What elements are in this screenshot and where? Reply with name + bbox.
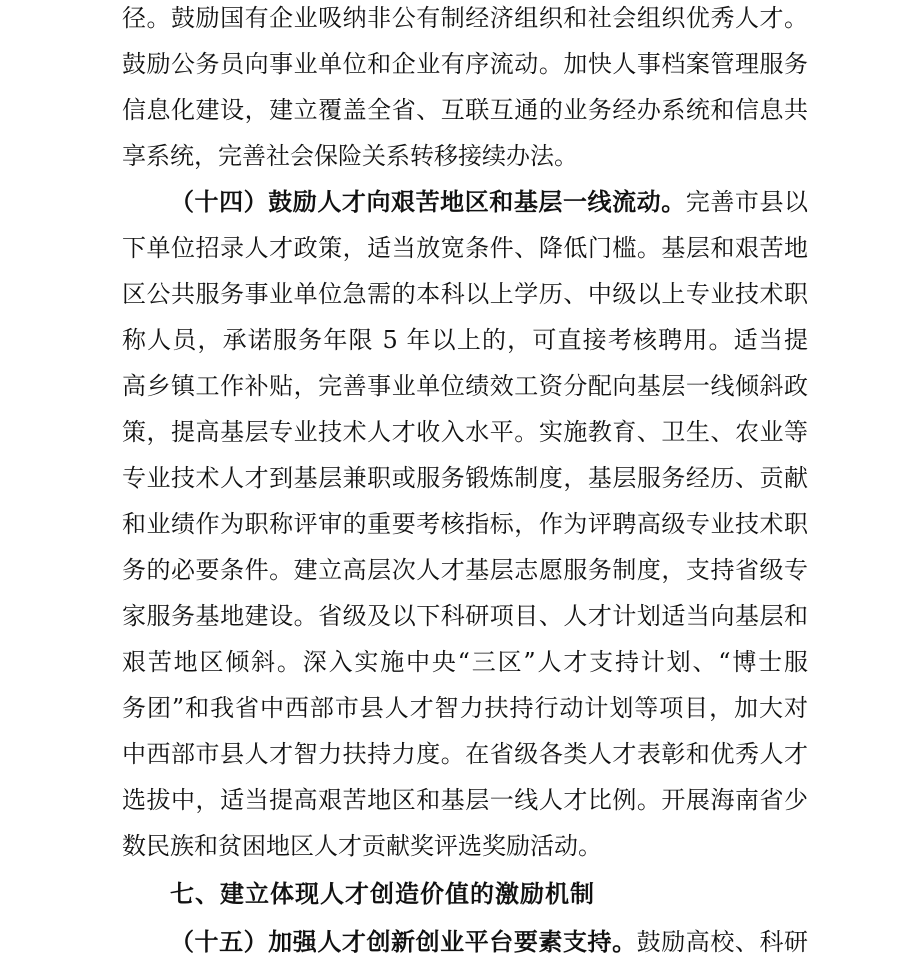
paragraph-line: 艰苦地区倾斜。深入实施中央“三区”人才支持计划、“博士服 <box>122 648 808 676</box>
paragraph-line: 和业绩作为职称评审的重要考核指标，作为评聘高级专业技术职 <box>122 510 808 538</box>
paragraph-line: 享系统，完善社会保险关系转移接续办法。 <box>122 142 578 170</box>
paragraph-line: 称人员，承诺服务年限 5 年以上的，可直接考核聘用。适当提 <box>122 326 808 354</box>
paragraph-line: 务团”和我省中西部市县人才智力扶持行动计划等项目，加大对 <box>122 694 808 722</box>
paragraph-line: 家服务基地建设。省级及以下科研项目、人才计划适当向基层和 <box>122 602 808 630</box>
paragraph-line: 务的必要条件。建立高层次人才基层志愿服务制度，支持省级专 <box>122 556 808 584</box>
paragraph-text: 鼓励高校、科研 <box>636 928 809 956</box>
paragraph-line: 数民族和贫困地区人才贡献奖评选奖励活动。 <box>122 832 602 860</box>
section-heading: 七、建立体现人才创造价值的激励机制 <box>170 880 595 908</box>
paragraph-line: 选拔中，适当提高艰苦地区和基层一线人才比例。开展海南省少 <box>122 786 808 814</box>
paragraph-line: 专业技术人才到基层兼职或服务锻炼制度，基层服务经历、贡献 <box>122 464 808 492</box>
paragraph-line: 策，提高基层专业技术人才收入水平。实施教育、卫生、农业等 <box>122 418 808 446</box>
paragraph-line: 中西部市县人才智力扶持力度。在省级各类人才表彰和优秀人才 <box>122 740 808 768</box>
paragraph-line: 鼓励公务员向事业单位和企业有序流动。加快人事档案管理服务 <box>122 50 808 78</box>
paragraph-first-line <box>170 186 808 232</box>
paragraph-line: 下单位招录人才政策，适当放宽条件、降低门槛。基层和艰苦地 <box>122 234 808 262</box>
paragraph-line: 区公共服务事业单位急需的本科以上学历、中级以上专业技术职 <box>122 280 808 308</box>
paragraph-line: 高乡镇工作补贴，完善事业单位绩效工资分配向基层一线倾斜政 <box>122 372 808 400</box>
paragraph-lead-heading: （十四）鼓励人才向艰苦地区和基层一线流动。 <box>170 188 686 216</box>
paragraph-line: 信息化建设，建立覆盖全省、互联互通的业务经办系统和信息共 <box>122 96 808 124</box>
paragraph-first-line <box>170 926 808 972</box>
paragraph-line: 径。鼓励国有企业吸纳非公有制经济组织和社会组织优秀人才。 <box>122 4 808 32</box>
paragraph-text: 完善市县以 <box>685 188 809 216</box>
paragraph-lead-heading: （十五）加强人才创新创业平台要素支持。 <box>170 928 637 956</box>
